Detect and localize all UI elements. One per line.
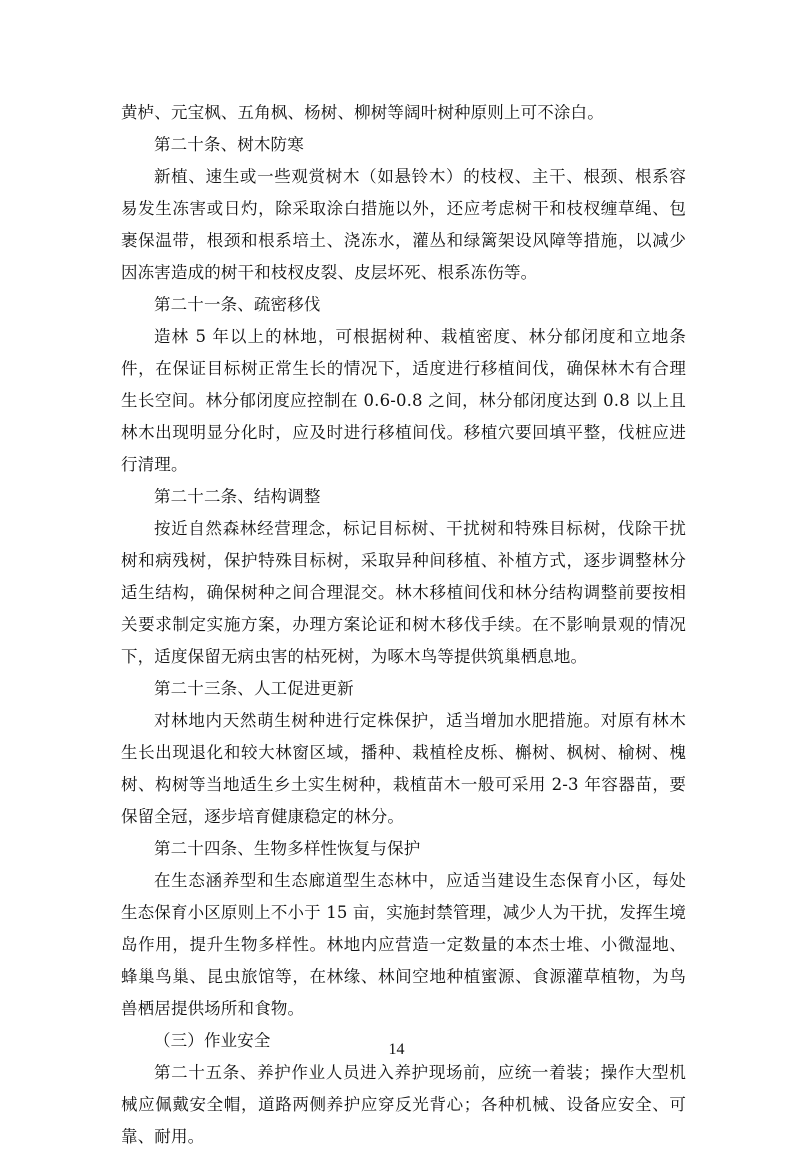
article-body-21: 造林 5 年以上的林地，可根据树种、栽植密度、林分郁闭度和立地条件，在保证目标树正常生长的情况下，适度进行移植间伐，确保林木有合理生长空间。林分郁闭度应控制在 0.6-0.8 之间，林分郁闭度达到 0.8 以上且林木出现明显分化时，应及时进行移植间伐。移植穴要回填平整，伐桩应进行清理。 bbox=[121, 327, 686, 474]
article-heading-21: 第二十一条、疏密移伐 bbox=[154, 295, 321, 314]
article-body-23: 对林地内天然萌生树种进行定株保护，适当增加水肥措施。对原有林木生长出现退化和较大林窗区域，播种、栽植栓皮栎、槲树、枫树、榆树、槐树、构树等当地适生乡土实生树种，栽植苗木一般可采用 2-3 年容器苗，要保留全冠，逐步培育健康稳定的林分。 bbox=[121, 711, 686, 826]
article-body-25: 第二十五条、养护作业人员进入养护现场前，应统一着装；操作大型机械应佩戴安全帽，道路两侧养护应穿反光背心；各种机械、设备应安全、可靠、耐用。 bbox=[121, 1063, 686, 1146]
article-body-24: 在生态涵养型和生态廊道型生态林中，应适当建设生态保育小区，每处生态保育小区原则上不小于 15 亩，实施封禁管理，减少人为干扰，发挥生境岛作用，提升生物多样性。林地内应营造一定数量的本杰士堆、小微湿地、蜂巢鸟巢、昆虫旅馆等，在林缘、林间空地种植蜜源、食源灌草植物，为鸟兽栖居提供场所和食物。 bbox=[121, 871, 686, 1018]
paragraph-continuation: 黄栌、元宝枫、五角枫、杨树、柳树等阔叶树种原则上可不涂白。 bbox=[121, 103, 604, 122]
article-heading-23: 第二十三条、人工促进更新 bbox=[154, 679, 354, 698]
article-heading-24: 第二十四条、生物多样性恢复与保护 bbox=[154, 839, 421, 858]
article-body-20: 新植、速生或一些观赏树木（如悬铃木）的枝杈、主干、根颈、根系容易发生冻害或日灼，除采取涂白措施以外，还应考虑树干和枝杈缠草绳、包裹保温带，根颈和根系培土、浇冻水，灌丛和绿篱架设风障等措施，以减少因冻害造成的树干和枝杈皮裂、皮层坏死、根系冻伤等。 bbox=[121, 167, 686, 282]
article-heading-22: 第二十二条、结构调整 bbox=[154, 487, 321, 506]
document-body bbox=[121, 97, 686, 1153]
article-heading-20: 第二十条、树木防寒 bbox=[154, 135, 304, 154]
article-body-22: 按近自然森林经营理念，标记目标树、干扰树和特殊目标树，伐除干扰树和病残树，保护特殊目标树，采取异种间移植、补植方式，逐步调整林分适生结构，确保树种之间合理混交。林木移植间伐和林分结构调整前要按相关要求制定实施方案，办理方案论证和树木移伐手续。在不影响景观的情况下，适度保留无病虫害的枯死树，为啄木鸟等提供筑巢栖息地。 bbox=[121, 519, 686, 666]
section-heading-work-safety: （三）作业安全 bbox=[154, 1031, 271, 1050]
page-number: 14 bbox=[388, 1041, 405, 1058]
